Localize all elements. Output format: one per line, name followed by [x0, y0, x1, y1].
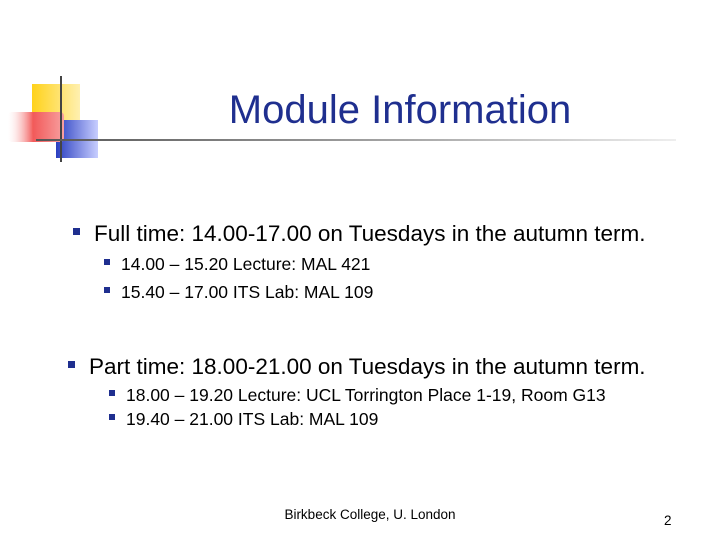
bullet-text: Part time: 18.00-21.00 on Tuesdays in the autumn term. [89, 354, 646, 379]
sub-bullet-lab [104, 281, 373, 303]
sub-bullet-text: 15.40 – 17.00 ITS Lab: MAL 109 [121, 282, 374, 302]
sub-bullet-text: 14.00 – 15.20 Lecture: MAL 421 [121, 254, 371, 274]
deco-red-bar [8, 112, 64, 142]
bullet-part-time [68, 353, 646, 381]
page-number: 2 [664, 513, 672, 528]
square-bullet-icon [104, 287, 110, 293]
sub-bullet-lecture [109, 384, 606, 406]
square-bullet-icon [109, 390, 115, 396]
square-bullet-icon [109, 414, 115, 420]
bullet-full-time [73, 220, 646, 248]
sub-bullet-lab [109, 408, 378, 430]
deco-vertical-line [60, 76, 62, 162]
sub-bullet-text: 18.00 – 19.20 Lecture: UCL Torrington Place 1-19, Room G13 [126, 385, 606, 405]
deco-horizontal-line [36, 139, 676, 141]
square-bullet-icon [73, 228, 80, 235]
sub-bullet-text: 19.40 – 21.00 ITS Lab: MAL 109 [126, 409, 379, 429]
sub-bullet-lecture [104, 253, 370, 275]
slide-footer: Birkbeck College, U. London [284, 507, 456, 522]
square-bullet-icon [68, 361, 75, 368]
square-bullet-icon [104, 259, 110, 265]
slide-title: Module Information [228, 88, 572, 132]
bullet-text: Full time: 14.00-17.00 on Tuesdays in the autumn term. [94, 221, 646, 246]
